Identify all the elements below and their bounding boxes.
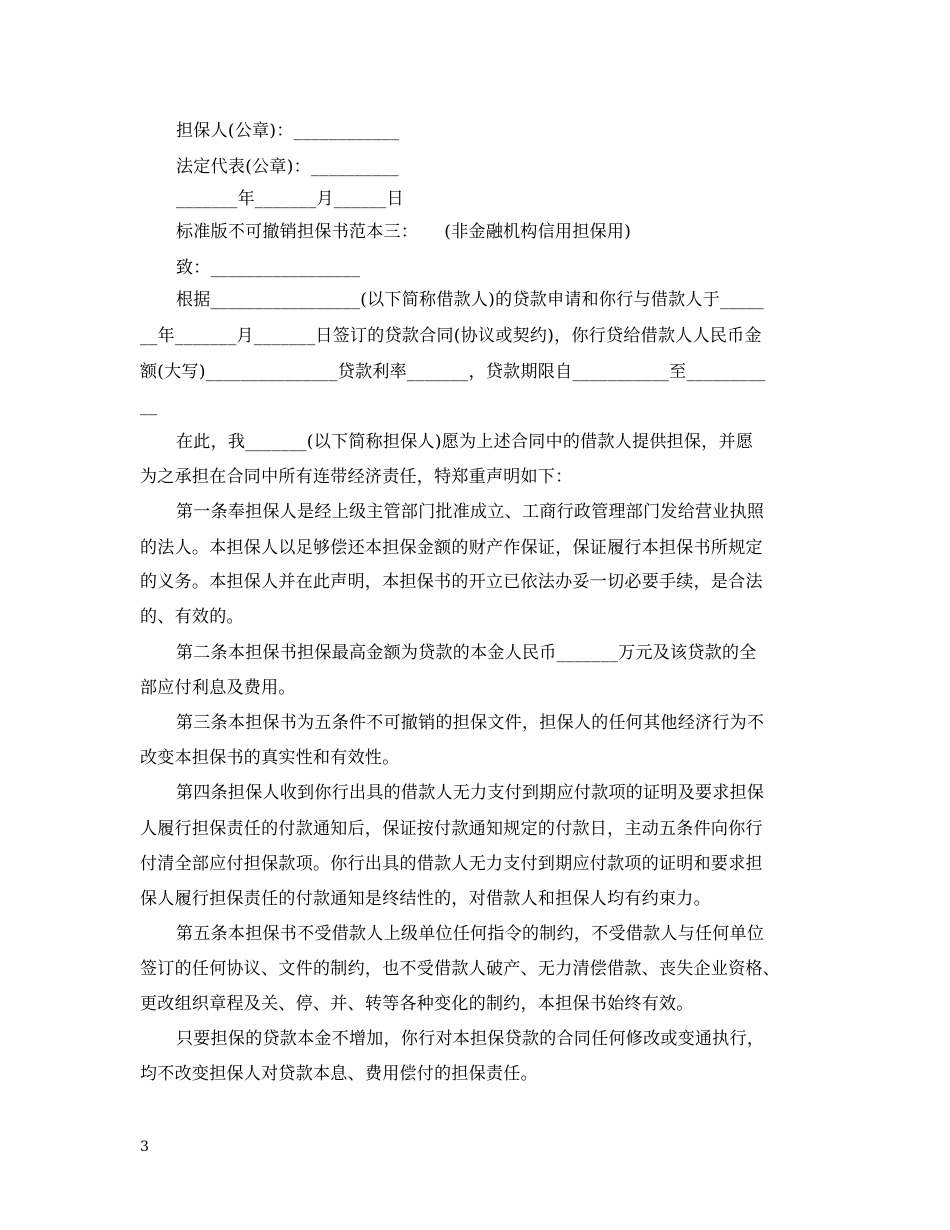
template-title: 标准版不可撤销担保书范本三： (非金融机构信用担保用) (176, 222, 632, 242)
paragraph-line: __年_______月_______日签订的贷款合同(协议或契约)，你行贷给借款人人民币金 (140, 326, 762, 346)
paragraph-line: 额(大写)_______________贷款利率_______，贷款期限自___________至_________ (140, 362, 766, 382)
article-five-line: 第五条本担保书不受借款人上级单位任何指令的制约，不受借款人与任何单位 (176, 924, 765, 944)
page-number: 3 (140, 1139, 149, 1155)
article-four-line: 第四条担保人收到你行出具的借款人无力支付到期应付款项的证明及要求担保 (176, 783, 765, 803)
article-four-line: 付清全部应付担保款项。你行出具的借款人无力支付到期应付款项的证明和要求担 (140, 854, 763, 874)
article-two-line: 部应付利息及费用。 (140, 678, 296, 698)
article-four-line: 人履行担保责任的付款通知后，保证按付款通知规定的付款日，主动五条件向你行 (140, 819, 763, 839)
article-one-line: 的、有效的。 (140, 607, 244, 627)
article-four-line: 保人履行担保责任的付款通知是终结性的，对借款人和担保人均有约束力。 (140, 889, 711, 909)
paragraph-line: 在此，我_______(以下简称担保人)愿为上述合同中的借款人提供担保，并愿 (176, 432, 754, 452)
paragraph-line: 根据_________________(以下简称借款人)的贷款申请和你行与借款人于_____ (176, 290, 765, 310)
article-five-line: 签订的任何协议、文件的制约，也不受借款人破产、无力清偿借款、丧失企业资格、 (140, 959, 781, 979)
closing-line: 只要担保的贷款本金不增加，你行对本担保贷款的合同任何修改或变通执行， (176, 1029, 765, 1049)
article-one-line: 的法人。本担保人以足够偿还本担保金额的财产作保证，保证履行本担保书所规定 (140, 538, 763, 558)
article-one-line: 第一条奉担保人是经上级主管部门批准成立、工商行政管理部门发给营业执照 (176, 502, 765, 522)
guarantor-seal-line: 担保人(公章)：____________ (176, 121, 400, 141)
article-three-line: 改变本担保书的真实性和有效性。 (140, 748, 400, 768)
article-one-line: 的义务。本担保人并在此声明，本担保书的开立已依法办妥一切必要手续，是合法 (140, 572, 763, 592)
paragraph-line: __ (140, 396, 158, 416)
legal-representative-seal-line: 法定代表(公章)：__________ (176, 157, 399, 177)
article-two-line: 第二条本担保书担保最高金额为贷款的本金人民币_______万元及该贷款的全 (176, 643, 757, 663)
addressee-line: 致：_________________ (176, 258, 361, 278)
paragraph-line: 为之承担在合同中所有连带经济责任，特郑重声明如下： (140, 467, 573, 487)
closing-line: 均不改变担保人对贷款本息、费用偿付的担保责任。 (140, 1064, 538, 1084)
article-five-line: 更改组织章程及关、停、并、转等各种变化的制约，本担保书始终有效。 (140, 994, 694, 1014)
date-line: _______年_______月______日 (176, 189, 404, 209)
article-three-line: 第三条本担保书为五条件不可撤销的担保文件，担保人的任何其他经济行为不 (176, 713, 765, 733)
